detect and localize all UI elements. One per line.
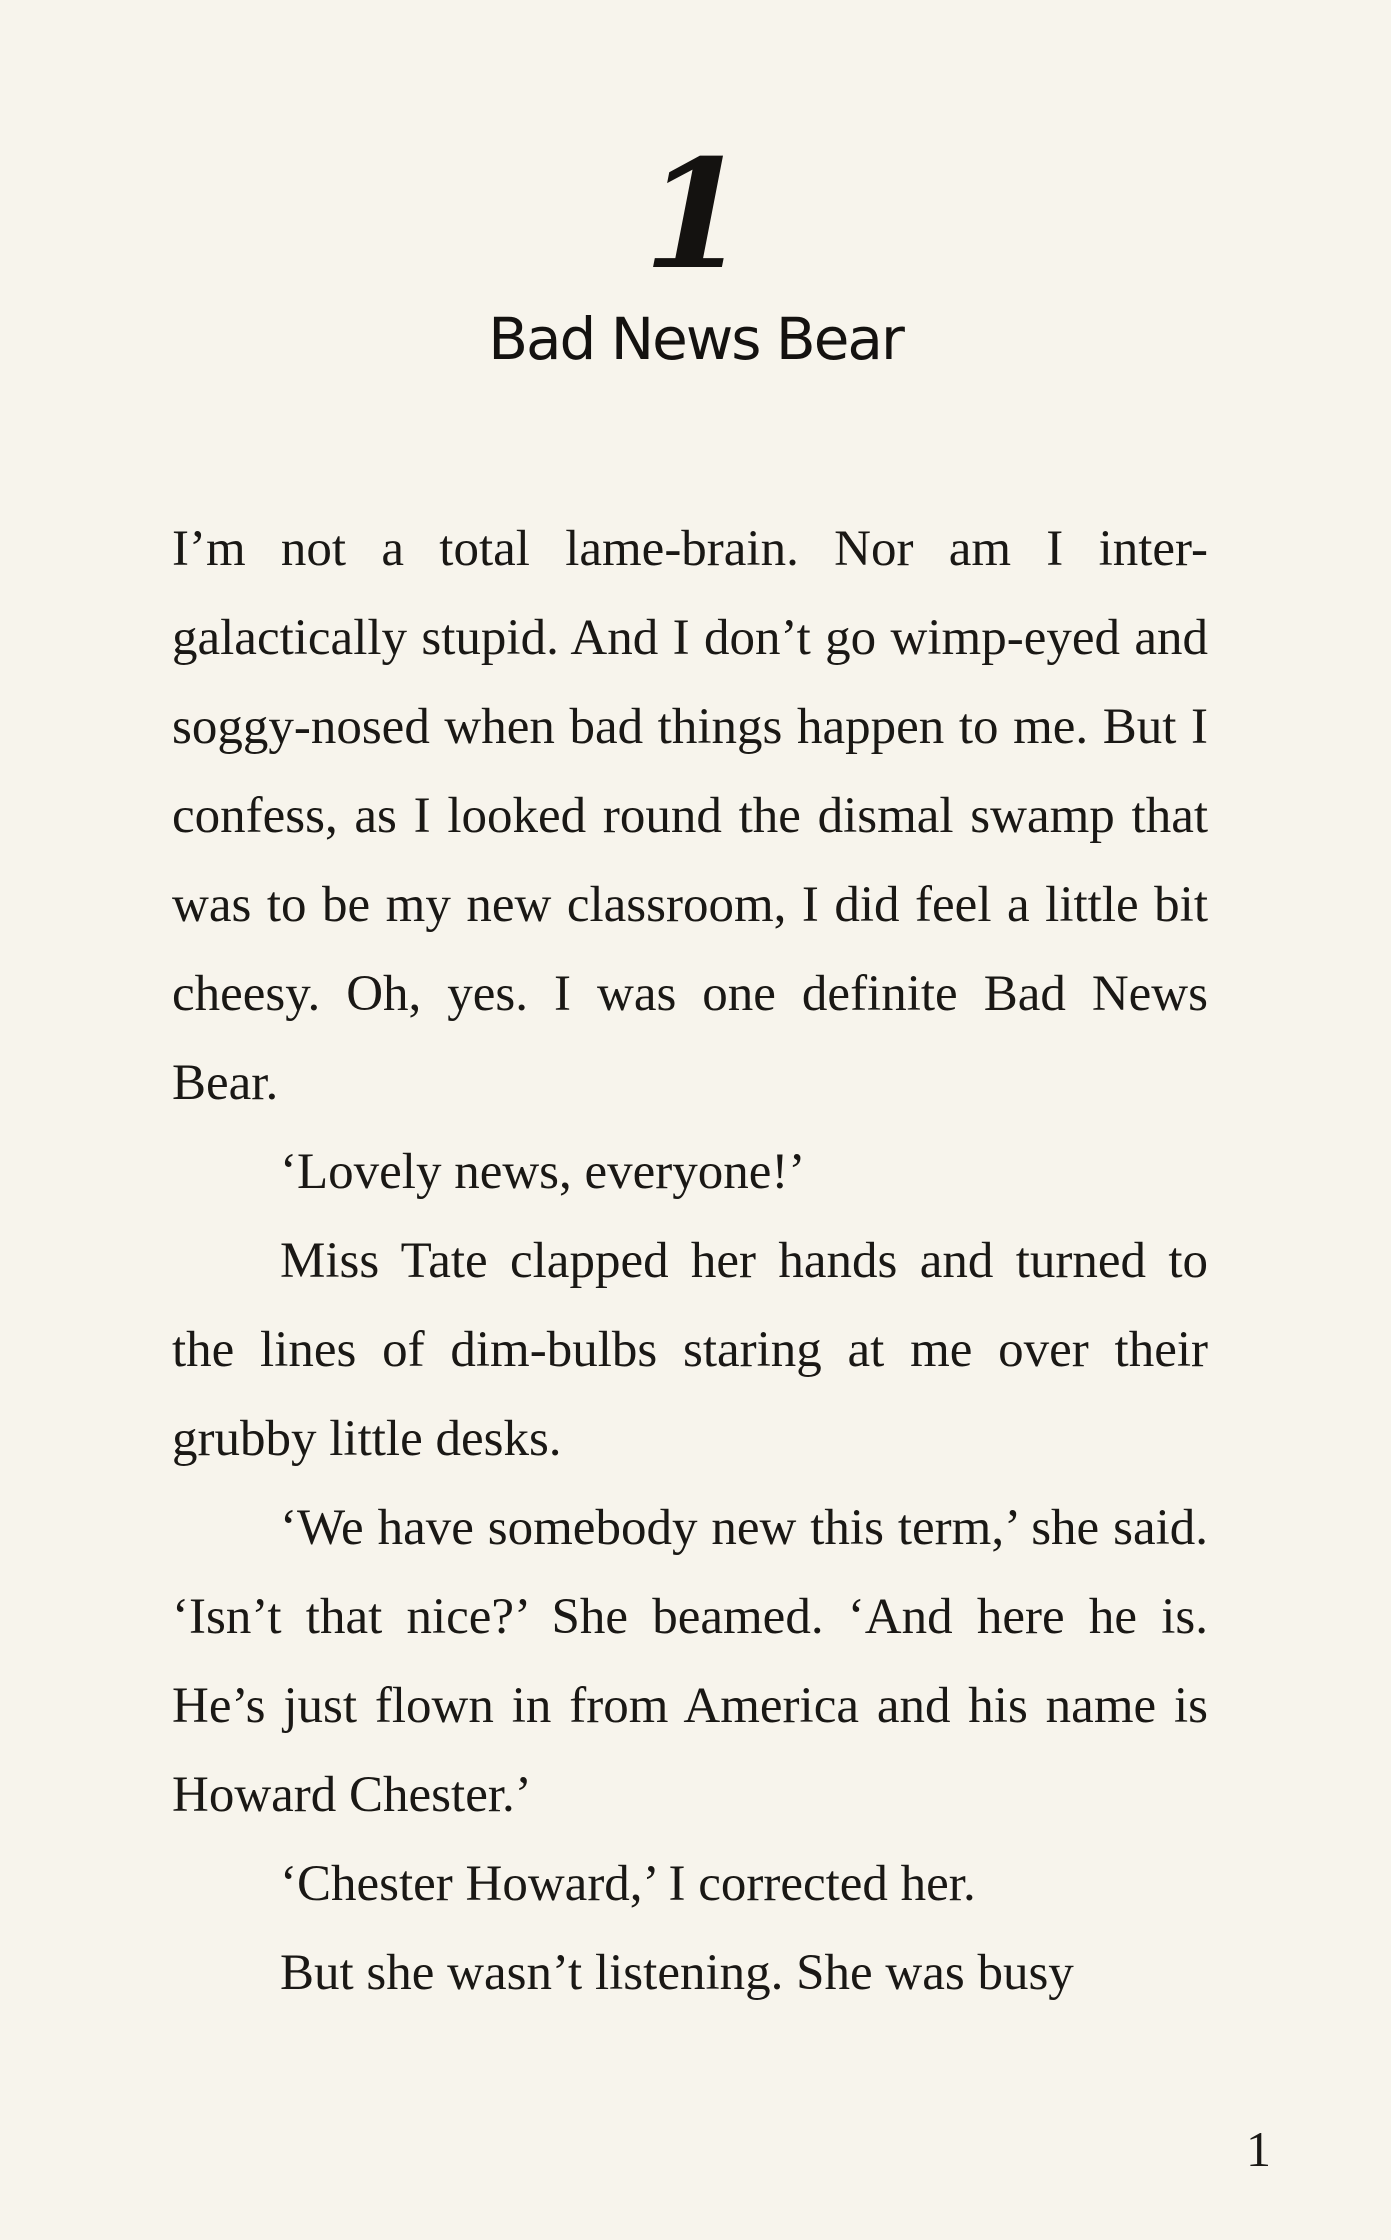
paragraph: But she wasn’t listening. She was busy [280,1945,1074,2001]
paragraph: ‘Lovely news, everyone!’ [280,1144,806,1200]
chapter-title: Bad News Bear [488,305,903,373]
paragraph: Miss Tate clapped her hands and turned to the lines of dim-bulbs staring at me over their grubby little desks. [172,1233,1208,1467]
paragraph: ‘We have somebody new this term,’ she said. ‘Isn’t that nice?’ She beamed. ‘And here he is. He’s just flown in from America and his name is Howard Chester.’ [172,1500,1208,1823]
page-number: 1 [1246,2121,1271,2177]
paragraph: ‘Chester Howard,’ I corrected her. [280,1856,976,1912]
chapter-number: 1 [643,127,748,303]
paragraph: I’m not a total lame-brain. Nor am I inter-galactically stupid. And I don’t go wimp-eyed and soggy-nosed when bad things happen to me. But I confess, as I looked round the dismal swamp that was to be my new classroom, I did feel a little bit cheesy. Oh, yes. I was one definite Bad News Bear. [172,521,1208,1111]
body-text [172,505,1208,2018]
